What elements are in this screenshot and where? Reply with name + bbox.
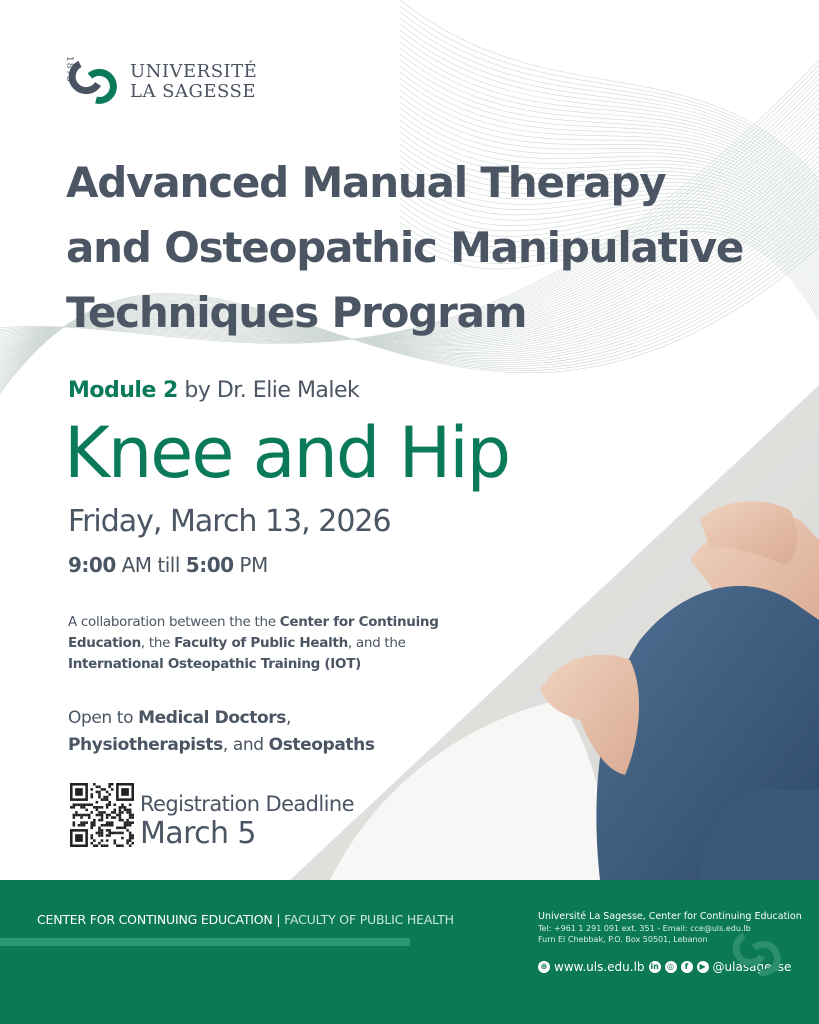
event-time: [68, 553, 268, 577]
footer-location: Furn El Chebbak, P.O. Box 50501, Lebanon: [538, 935, 708, 944]
linkedin-icon[interactable]: in: [650, 962, 659, 971]
footer-unit-fph: FACULTY OF PUBLIC HEALTH: [284, 912, 454, 927]
title-line2: and Osteopathic Manipulative: [66, 223, 744, 272]
logo-mark-icon: [66, 52, 126, 112]
facebook-icon[interactable]: f: [681, 961, 693, 973]
logo-line1: UNIVERSITÉ: [130, 61, 258, 82]
program-title: [66, 150, 766, 345]
instagram-icon[interactable]: ◎: [665, 961, 677, 973]
social-handle[interactable]: @ulasagesse: [712, 960, 792, 974]
audience-doctors: Medical Doctors: [138, 708, 287, 728]
registration-deadline: [140, 790, 354, 850]
collab-cce: Center for Continuing Education: [68, 614, 439, 651]
collab-text-3: , and the: [347, 635, 406, 651]
collab-fph: Faculty of Public Health: [174, 635, 348, 651]
module-line: [68, 378, 359, 403]
time-start-suffix: AM till: [121, 553, 180, 577]
collab-iot: International Osteopathic Training (IOT): [68, 656, 361, 672]
footer-units: [37, 912, 454, 927]
registration-qr-code[interactable]: [70, 783, 134, 847]
deadline-label: Registration Deadline: [140, 792, 354, 816]
logo-year: 1875: [64, 56, 74, 83]
title-line1: Advanced Manual Therapy: [66, 158, 666, 207]
audience-physios: Physiotherapists: [68, 735, 223, 755]
deadline-date: March 5: [140, 816, 256, 851]
footer-separator: |: [276, 912, 281, 927]
audience-osteopaths: Osteopaths: [268, 735, 375, 755]
footer-accent-bar: [0, 938, 410, 946]
collaboration-text: [68, 612, 478, 675]
university-logo: [64, 50, 274, 114]
open-text-1: Open to: [68, 708, 139, 728]
open-text-3: , and: [222, 735, 269, 755]
time-start: 9:00: [68, 553, 116, 577]
event-date: Friday, March 13, 2026: [68, 504, 391, 539]
website-link[interactable]: www.uls.edu.lb: [554, 960, 645, 974]
globe-icon: ⊕: [538, 961, 550, 973]
module-label: Module 2: [68, 378, 178, 403]
footer: [0, 880, 819, 1024]
footer-org: Université La Sagesse, Center for Continuing Education: [538, 911, 802, 922]
footer-unit-cce: CENTER FOR CONTINUING EDUCATION: [37, 912, 273, 927]
open-text-2: ,: [286, 708, 292, 728]
module-instructor: by Dr. Elie Malek: [184, 378, 360, 403]
time-end-suffix: PM: [239, 553, 268, 577]
logo-line2: LA SAGESSE: [130, 81, 257, 102]
collab-text-2: , the: [140, 635, 175, 651]
youtube-icon[interactable]: ▶: [697, 961, 709, 973]
audience-text: [68, 705, 408, 759]
collab-text-1: A collaboration between the the: [68, 614, 280, 630]
module-topic: Knee and Hip: [64, 412, 510, 494]
title-line3: Techniques Program: [66, 288, 527, 337]
footer-contact: Tel: +961 1 291 091 ext. 351 - Email: cce@uls.edu.lb: [538, 924, 751, 933]
watermark-logo-icon: [730, 924, 790, 984]
time-end: 5:00: [185, 553, 234, 577]
